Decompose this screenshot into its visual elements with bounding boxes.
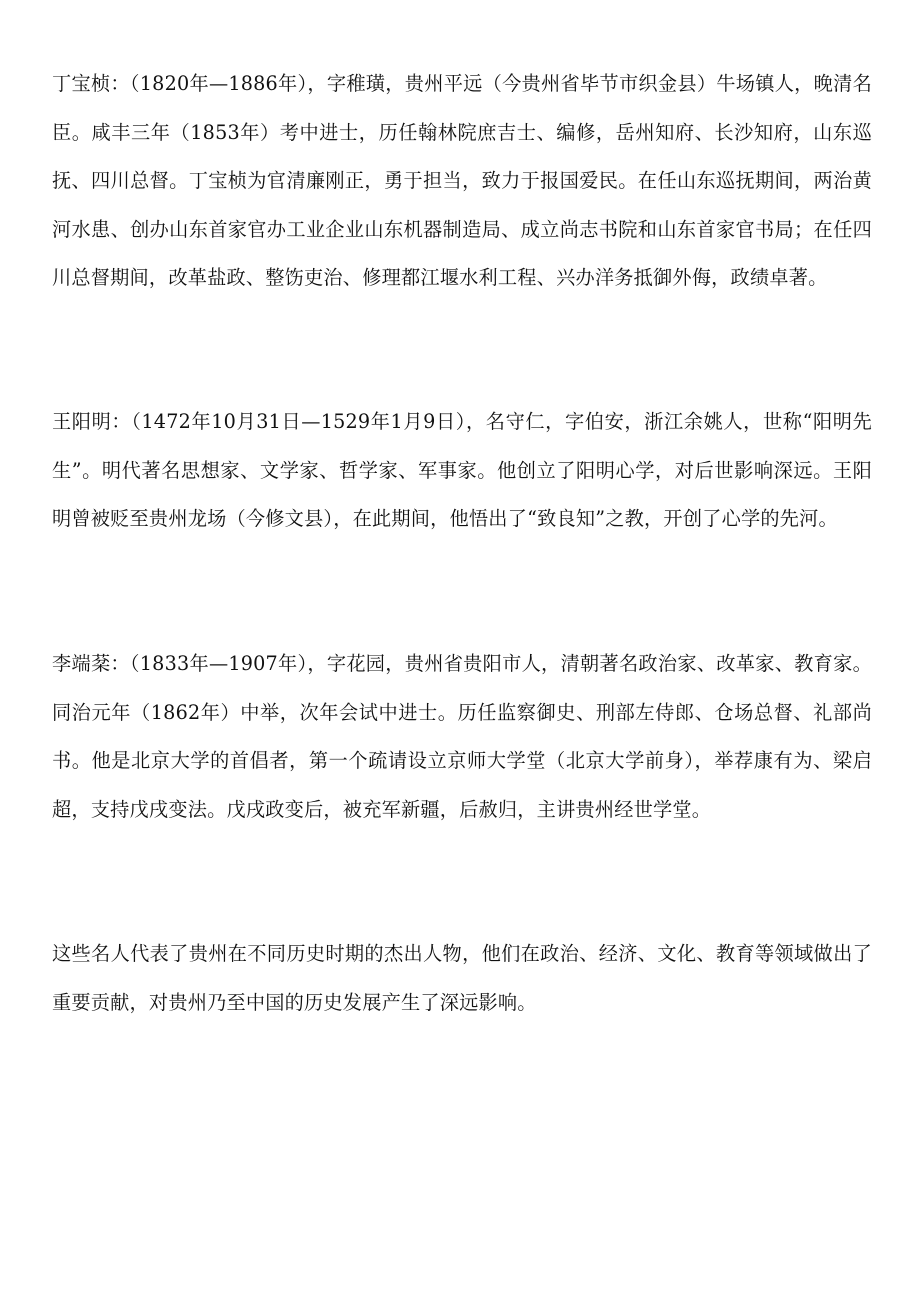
paragraph-li-duanfen: 李端棻：（1833年—1907年），字花园，贵州省贵阳市人，清朝著名政治家、改革家、教育家。同治元年（1862年）中举，次年会试中进士。历任监察御史、刑部左侍郎、仓场总督、礼部尚书。他是北京大学的首倡者，第一个疏请设立京师大学堂（北京大学前身），举荐康有为、梁启超，支持戊戌变法。戊戌政变后，被充军新疆，后赦归，主讲贵州经世学堂。 xyxy=(52,652,872,821)
paragraph-wang-yangming: 王阳明：（1472年10月31日—1529年1月9日），名守仁，字伯安，浙江余姚人，世称“阳明先生”。明代著名思想家、文学家、哲学家、军事家。他创立了阳明心学，对后世影响深远。王阳明曾被贬至贵州龙场（今修文县），在此期间，他悟出了“致良知”之教，开创了心学的先河。 xyxy=(52,410,872,530)
paragraph-summary: 这些名人代表了贵州在不同历史时期的杰出人物，他们在政治、经济、文化、教育等领域做出了重要贡献，对贵州乃至中国的历史发展产生了深远影响。 xyxy=(52,942,872,1014)
paragraph-ding-baozhen: 丁宝桢：（1820年—1886年），字稚璜，贵州平远（今贵州省毕节市织金县）牛场镇人，晚清名臣。咸丰三年（1853年）考中进士，历任翰林院庶吉士、编修，岳州知府、长沙知府，山东巡抚、四川总督。丁宝桢为官清廉刚正，勇于担当，致力于报国爱民。在任山东巡抚期间，两治黄河水患、创办山东首家官办工业企业山东机器制造局、成立尚志书院和山东首家官书局；在任四川总督期间，改革盐政、整饬吏治、修理都江堰水利工程、兴办洋务抵御外侮，政绩卓著。 xyxy=(52,72,872,289)
